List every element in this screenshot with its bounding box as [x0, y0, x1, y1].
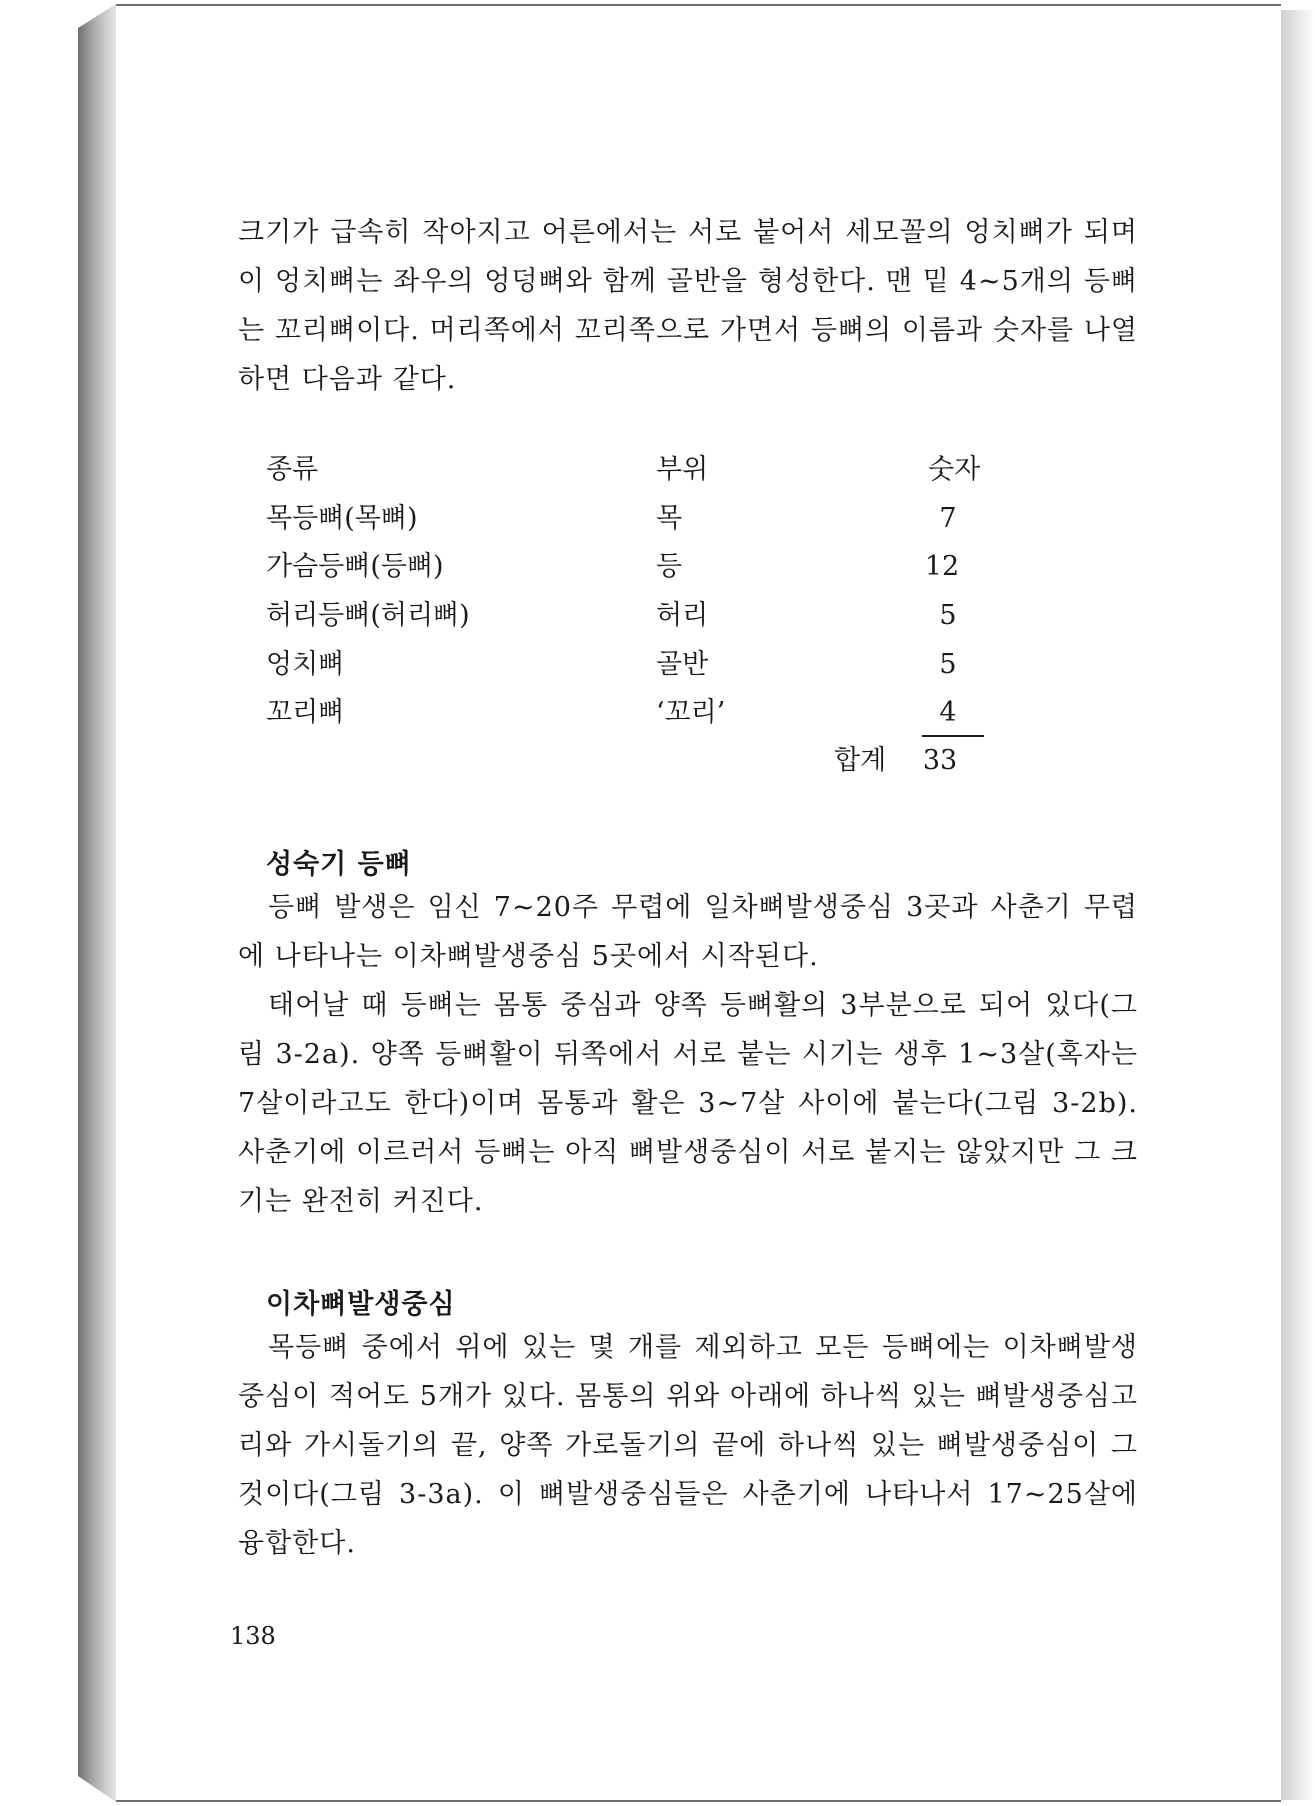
- table-row-type: 가슴등뼈(등뼈): [266, 551, 444, 582]
- table-row-region: 골반: [656, 649, 709, 680]
- sum-rule: [922, 735, 984, 737]
- page-number: 138: [230, 1622, 276, 1650]
- table-row-region: 허리: [656, 600, 709, 631]
- table-header-count: 숫자: [928, 454, 981, 485]
- section-mature-paragraph-1: 등뼈 발생은 임신 7~20주 무렵에 일차뼈발생중심 3곳과 사춘기 무렵에 나타나는 이차뼈발생중심 5곳에서 시작된다.: [238, 892, 1138, 972]
- table-row-count: 5: [939, 649, 957, 680]
- table-row-type: 엉치뼈: [266, 649, 345, 680]
- section-heading-mature: 성숙기 등뼈: [266, 849, 412, 880]
- table-row-region: 등: [656, 551, 683, 582]
- table-row-count: 5: [939, 600, 957, 631]
- table-row-region: ‘꼬리’: [656, 697, 726, 728]
- section-heading-secondary: 이차뼈발생중심: [266, 1289, 456, 1320]
- book-spine-edge: [78, 4, 116, 1802]
- table-header-region: 부위: [656, 454, 709, 485]
- table-total-value: 33: [922, 745, 958, 776]
- table-row-type: 꼬리뼈: [266, 697, 345, 728]
- table-header-type: 종류: [266, 454, 319, 485]
- table-row-type: 허리등뼈(허리뼈): [266, 600, 470, 631]
- page-edge-shadow: [1281, 10, 1315, 1800]
- section-secondary-paragraph-1: 목등뼈 중에서 위에 있는 몇 개를 제외하고 모든 등뼈에는 이차뼈발생중심이 적어도 5개가 있다. 몸통의 위와 아래에 하나씩 있는 뼈발생중심고리와 가시돌기의 끝, 양쪽 가로돌기의 끝에 하나씩 있는 뼈발생중심이 그것이다(그림 3-3a). 이 뼈발생중심들은 사춘기에 나타나서 17~25살에 융합한다.: [238, 1332, 1138, 1559]
- table-row-type: 목등뼈(목뼈): [266, 503, 418, 534]
- table-row-count: 4: [939, 697, 957, 728]
- table-row-count: 12: [924, 551, 960, 582]
- table-row-region: 목: [656, 503, 683, 534]
- table-row-count: 7: [939, 503, 957, 534]
- intro-paragraph: 크기가 급속히 작아지고 어른에서는 서로 붙어서 세모꼴의 엉치뼈가 되며 이 엉치뼈는 좌우의 엉덩뼈와 함께 골반을 형성한다. 맨 밑 4~5개의 등뼈는 꼬리뼈이다. 머리쪽에서 꼬리쪽으로 가면서 등뼈의 이름과 숫자를 나열하면 다음과 같다.: [238, 217, 1138, 395]
- section-mature-paragraph-2: 태어날 때 등뼈는 몸통 중심과 양쪽 등뼈활의 3부분으로 되어 있다(그림 3-2a). 양쪽 등뼈활이 뒤쪽에서 서로 붙는 시기는 생후 1~3살(혹자는 7살이라고도 한다)이며 몸통과 활은 3~7살 사이에 붙는다(그림 3-2b). 사춘기에 이르러서 등뼈는 아직 뼈발생중심이 서로 붙지는 않았지만 그 크기는 완전히 커진다.: [238, 990, 1138, 1217]
- table-total-label: 합계: [834, 745, 887, 776]
